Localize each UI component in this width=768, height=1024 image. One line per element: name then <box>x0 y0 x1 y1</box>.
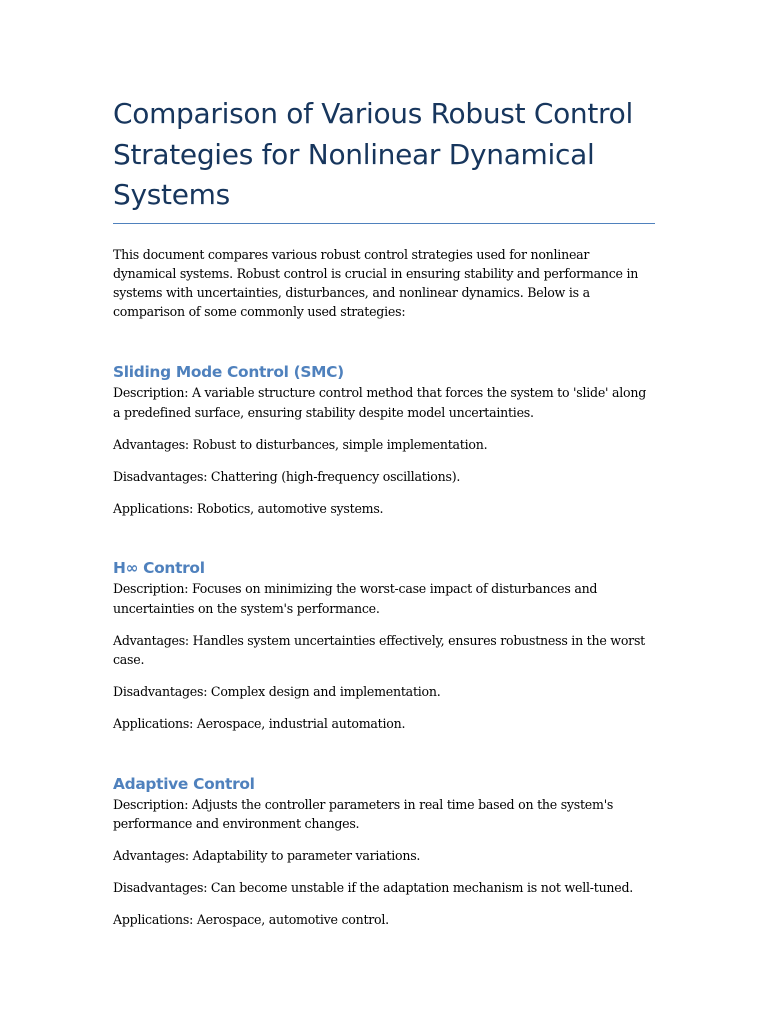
section-description: Description: Focuses on minimizing the worst-case impact of disturbances and uncertainties on the system's performance. <box>113 581 598 616</box>
section-advantages: Advantages: Adaptability to parameter variations. <box>113 847 421 863</box>
section-description: Description: Adjusts the controller parameters in real time based on the system's performance and environment changes. <box>113 796 614 831</box>
section-h-infinity-control <box>113 557 655 733</box>
section-description: Description: A variable structure control method that forces the system to 'slide' along a predefined surface, ensuring stability despite model uncertainties. <box>113 385 647 420</box>
intro-paragraph: This document compares various robust control strategies used for nonlinear dynamical systems. Robust control is crucial in ensuring stability and performance in systems with uncertainties, disturbances, and nonlinear dynamics. Below is a comparison of some commonly used strategies: <box>113 246 639 320</box>
section-applications: Applications: Robotics, automotive systems. <box>113 501 384 517</box>
section-disadvantages: Disadvantages: Complex design and implementation. <box>113 684 441 700</box>
section-adaptive-control <box>113 773 655 930</box>
section-applications: Applications: Aerospace, automotive control. <box>113 912 389 928</box>
section-disadvantages: Disadvantages: Chattering (high-frequency oscillations). <box>113 468 461 484</box>
section-advantages: Advantages: Robust to disturbances, simple implementation. <box>113 436 488 452</box>
title-underline <box>113 223 655 224</box>
section-heading: Adaptive Control <box>113 774 255 793</box>
document-page <box>113 0 655 930</box>
section-heading: H∞ Control <box>113 559 205 578</box>
section-heading: Sliding Mode Control (SMC) <box>113 363 344 382</box>
section-applications: Applications: Aerospace, industrial automation. <box>113 716 406 732</box>
section-sliding-mode-control <box>113 361 655 518</box>
document-title: Comparison of Various Robust Control Strategies for Nonlinear Dynamical Systems <box>113 97 633 211</box>
section-advantages: Advantages: Handles system uncertainties effectively, ensures robustness in the worst case. <box>113 632 645 667</box>
section-disadvantages: Disadvantages: Can become unstable if the adaptation mechanism is not well-tuned. <box>113 880 634 896</box>
